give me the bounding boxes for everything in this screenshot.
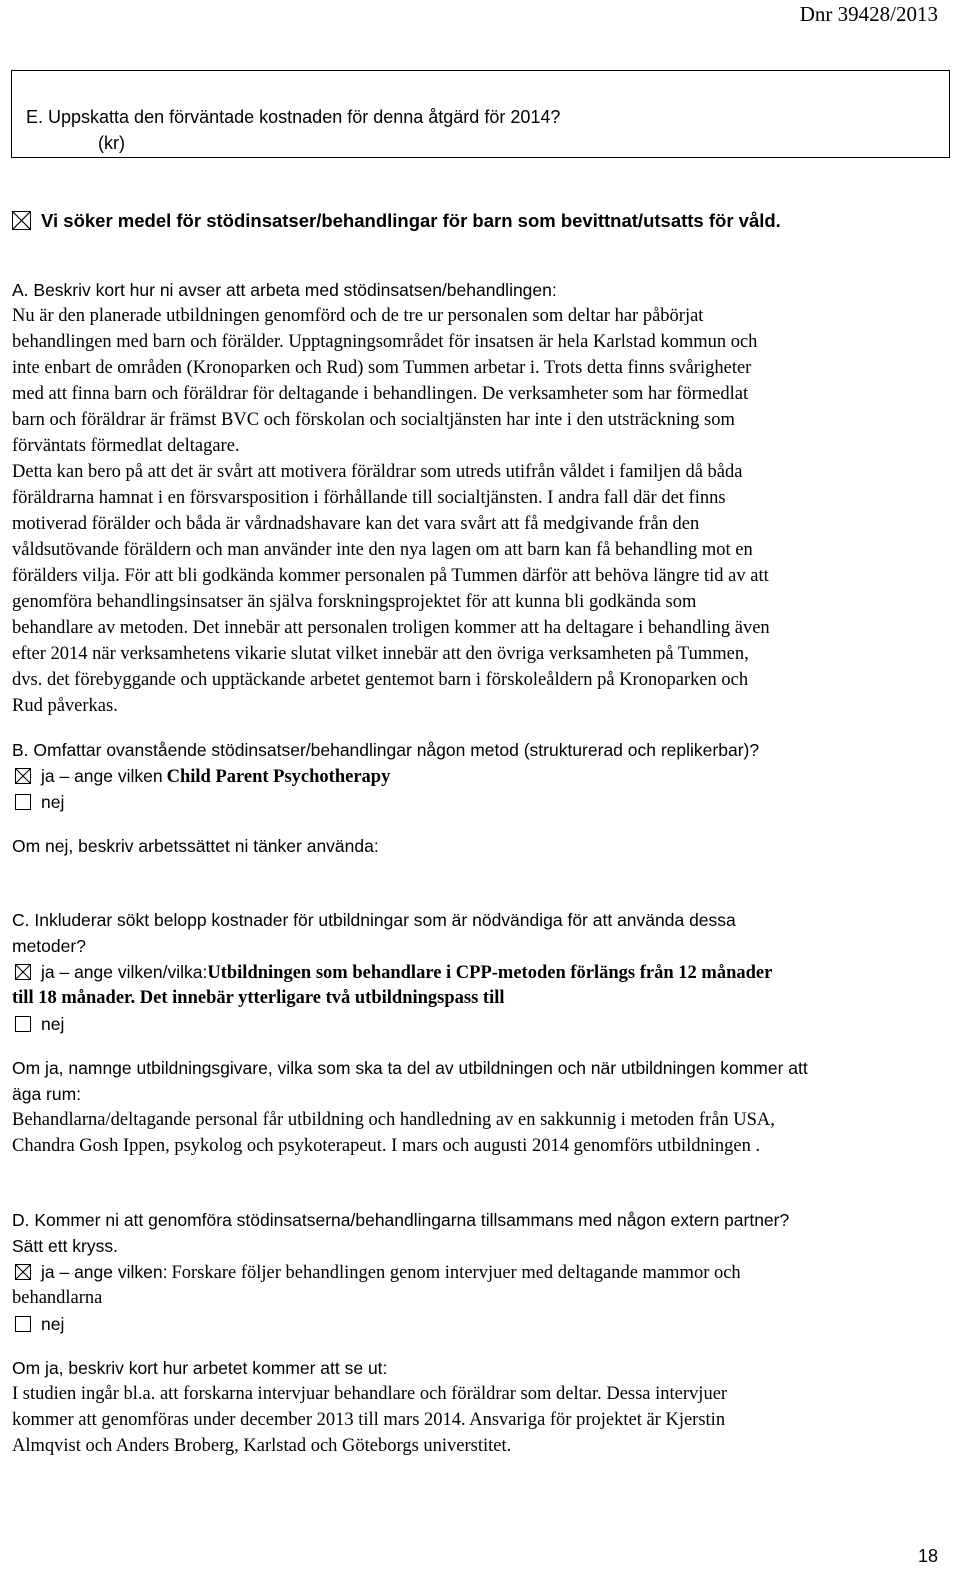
section-b-no-label: nej bbox=[41, 792, 65, 812]
section-e-box bbox=[11, 70, 950, 158]
answer-line: motiverad förälder och båda är vårdnadshavare kan det vara svårt att få medgivande från den bbox=[12, 514, 700, 534]
section-c-question: C. Inkluderar sökt belopp kostnader för utbildningar som är nödvändiga för att använda dessa bbox=[12, 910, 736, 930]
answer-line: inte enbart de områden (Kronoparken och Rud) som Tummen arbetar i. Trots detta finns svårigheter bbox=[12, 358, 752, 378]
section-d-yes-answer-cont: behandlarna bbox=[12, 1288, 103, 1308]
section-d-yes-label: ja – ange vilken: bbox=[41, 1262, 168, 1282]
answer-line: barn och föräldrar är främst BVC och förskolan och socialtjänsten har inte i den utsträckning som bbox=[12, 410, 735, 430]
section-d-yes-answer: Forskare följer behandlingen genom intervjuer med deltagande mammor och bbox=[171, 1263, 741, 1283]
answer-line: behandlare av metoden. Det innebär att personalen troligen kommer att ha deltagare i behandling även bbox=[12, 618, 770, 638]
section-b-no-row bbox=[12, 789, 942, 815]
answer-line: behandlingen med barn och förälder. Upptagningsområdet för insatsen är hela Karlstad kommun och bbox=[12, 332, 758, 352]
section-c-yes-label: ja – ange vilken/vilka: bbox=[41, 962, 208, 982]
section-c-no-checkbox[interactable] bbox=[15, 1016, 31, 1032]
document-number: Dnr 39428/2013 bbox=[799, 2, 938, 26]
section-d-no-checkbox[interactable] bbox=[15, 1316, 31, 1332]
answer-line: genomföra behandlingsinsatser än själva forskningsprojektet för att kunna bli godkända som bbox=[12, 592, 697, 612]
section-b-yes-label: ja – ange vilken bbox=[41, 766, 163, 786]
checked-x-icon bbox=[15, 768, 31, 784]
section-c-no-row bbox=[12, 1011, 942, 1037]
section-b-followup: Om nej, beskriv arbetssättet ni tänker använda: bbox=[12, 836, 379, 856]
section-c-no-label: nej bbox=[41, 1014, 65, 1034]
section-b-no-checkbox[interactable] bbox=[15, 794, 31, 810]
answer-line: Rud påverkas. bbox=[12, 696, 118, 716]
funding-checkbox[interactable] bbox=[12, 211, 31, 230]
checked-x-icon bbox=[12, 211, 31, 230]
section-d-yes-checkbox[interactable] bbox=[15, 1264, 31, 1280]
section-d-question: D. Kommer ni att genomföra stödinsatserna/behandlingarna tillsammans med någon extern partner? bbox=[12, 1210, 790, 1230]
answer-line: kommer att genomföras under december 2013 till mars 2014. Ansvariga för projektet är Kjerstin bbox=[12, 1410, 726, 1430]
answer-line: våldsutövande föräldern och man använder inte den nya lagen om att barn kan få behandling mot en bbox=[12, 540, 753, 560]
section-b-question: B. Omfattar ovanstående stödinsatser/behandlingar någon metod (strukturerad och replikerbar)? bbox=[12, 740, 760, 760]
page-number: 18 bbox=[917, 1546, 938, 1566]
funding-heading bbox=[12, 210, 781, 232]
section-c-yes-row bbox=[12, 959, 942, 985]
answer-line: Detta kan bero på att det är svårt att motivera föräldrar som utreds utifrån våldet i familjen då båda bbox=[12, 462, 743, 482]
answer-line: med att finna barn och föräldrar för deltagande i behandlingen. De verksamheter som har förmedlat bbox=[12, 384, 749, 404]
section-d-instruction: Sätt ett kryss. bbox=[12, 1236, 118, 1256]
answer-line: föräldrarna hamnat i en försvarsposition i förhållande till socialtjänsten. I andra fall där det finns bbox=[12, 488, 726, 508]
section-c-yes-checkbox[interactable] bbox=[15, 964, 31, 980]
section-c-yes-answer-cont: till 18 månader. Det innebär ytterligare två utbildningspass till bbox=[12, 988, 505, 1008]
answer-line: förväntats förmedlat deltagare. bbox=[12, 436, 240, 456]
section-d-yes-row bbox=[12, 1259, 942, 1285]
answer-line: Nu är den planerade utbildningen genomförd och de tre ur personalen som deltar har påbörjat bbox=[12, 306, 704, 326]
section-e-question: E. Uppskatta den förväntade kostnaden för denna åtgärd för 2014? bbox=[26, 107, 561, 127]
answer-line: Behandlarna/deltagande personal får utbildning och handledning av en sakkunnig i metoden från USA, bbox=[12, 1110, 775, 1130]
section-c-question-cont: metoder? bbox=[12, 936, 86, 956]
section-b-yes-answer: Child Parent Psychotherapy bbox=[166, 767, 391, 787]
answer-line: efter 2014 när verksamhetens vikarie slutat vilket innebär att den övriga verksamheten på Tummen, bbox=[12, 644, 749, 664]
section-b-yes-checkbox[interactable] bbox=[15, 768, 31, 784]
section-b-yes-row bbox=[12, 763, 942, 789]
answer-line: förälders vilja. För att bli godkända kommer personalen på Tummen därför att behöva längre tid av att bbox=[12, 566, 769, 586]
section-e-unit: (kr) bbox=[98, 133, 125, 153]
checked-x-icon bbox=[15, 964, 31, 980]
section-c-yes-answer: Utbildningen som behandlare i CPP-metoden förlängs från 12 månader bbox=[207, 963, 773, 983]
answer-line: dvs. det förebyggande och upptäckande arbetet gentemot barn i förskoleåldern på Kronoparken och bbox=[12, 670, 749, 690]
section-d-followup: Om ja, beskriv kort hur arbetet kommer att se ut: bbox=[12, 1358, 388, 1378]
section-a-question: A. Beskriv kort hur ni avser att arbeta med stödinsatsen/behandlingen: bbox=[12, 280, 557, 300]
answer-line: Almqvist och Anders Broberg, Karlstad och Göteborgs universtitet. bbox=[12, 1436, 512, 1456]
funding-heading-text: Vi söker medel för stödinsatser/behandlingar för barn som bevittnat/utsatts för våld. bbox=[41, 210, 781, 231]
checked-x-icon bbox=[15, 1264, 31, 1280]
form-body bbox=[12, 277, 942, 1459]
section-a-answer bbox=[12, 303, 942, 719]
answer-line: Chandra Gosh Ippen, psykolog och psykoterapeut. I mars och augusti 2014 genomförs utbildningen . bbox=[12, 1136, 761, 1156]
section-c-followup-cont: äga rum: bbox=[12, 1084, 82, 1104]
section-c-followup: Om ja, namnge utbildningsgivare, vilka som ska ta del av utbildningen och när utbildningen kommer att bbox=[12, 1058, 808, 1078]
section-d-no-row bbox=[12, 1311, 942, 1337]
answer-line: I studien ingår bl.a. att forskarna intervjuar behandlare och föräldrar som deltar. Dessa intervjuer bbox=[12, 1384, 728, 1404]
section-d-no-label: nej bbox=[41, 1314, 65, 1334]
